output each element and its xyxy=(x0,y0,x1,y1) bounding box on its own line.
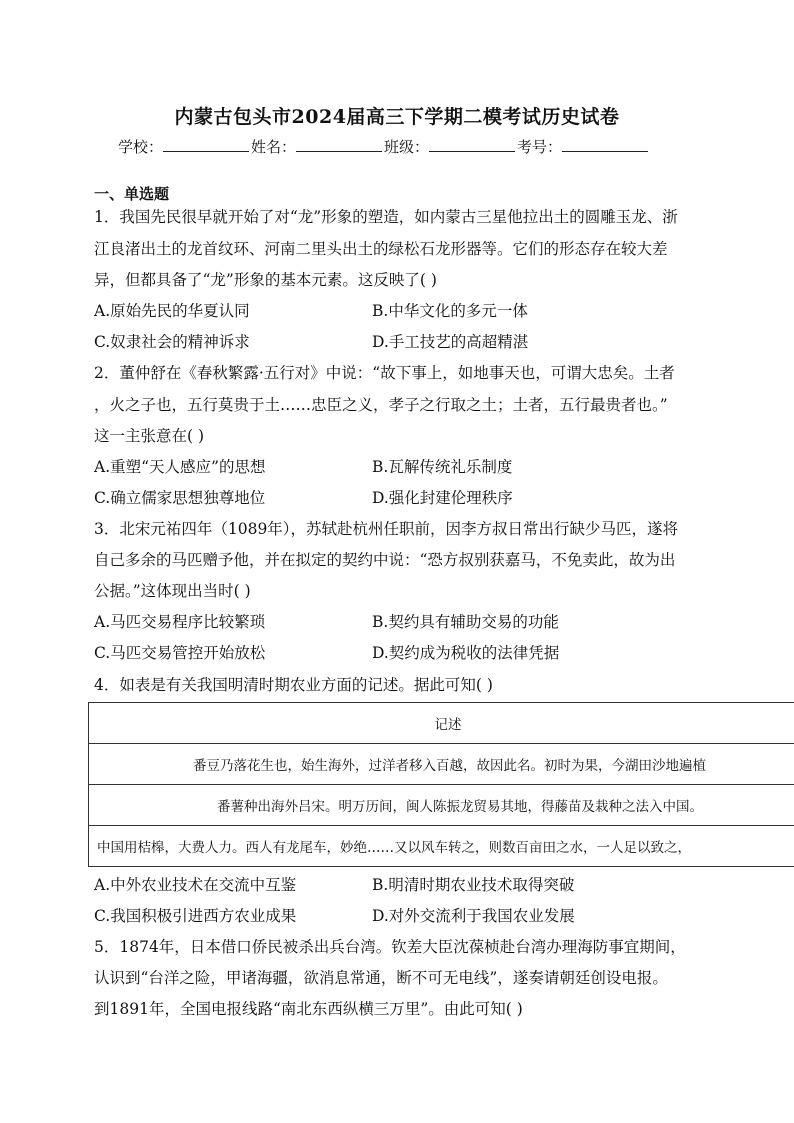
table-cell-peanut: 番豆乃落花生也，始生海外，过洋者移入百越，故因此名。初时为果，今湖田沙地遍植 xyxy=(89,744,794,785)
q5-line-1: 5．1874年，日本借口侨民被杀出兵台湾。钦差大臣沈葆桢赴台湾办理海防事宜期间， xyxy=(94,938,686,956)
school-blank[interactable] xyxy=(163,137,249,152)
q3-line-3: 公据。”这体现出当时( ) xyxy=(94,582,251,600)
q3-option-a[interactable]: A.马匹交易程序比较繁琐 xyxy=(94,613,266,631)
q1-option-d[interactable]: D.手工技艺的高超精湛 xyxy=(372,333,529,351)
table-row xyxy=(89,826,794,867)
table-row xyxy=(89,703,794,744)
table-cell-irrigation: 中国用桔槔，大费人力。西人有龙尾车，妙绝……又以风车转之，则数百亩田之水，一人足以致之， xyxy=(89,826,794,867)
name-blank[interactable] xyxy=(296,137,382,152)
q4-record-table xyxy=(88,702,794,867)
q4-option-c[interactable]: C.我国积极引进西方农业成果 xyxy=(94,907,297,925)
class-label: 班级： xyxy=(384,138,430,156)
q4-line-1: 4．如表是有关我国明清时期农业方面的记述。据此可知( ) xyxy=(94,676,493,694)
q3-option-b[interactable]: B.契约具有辅助交易的功能 xyxy=(372,613,559,631)
q1-line-3: 异，但都具备了“龙”形象的基本元素。这反映了( ) xyxy=(94,271,437,289)
number-blank[interactable] xyxy=(562,137,648,152)
q3-line-2: 自己多余的马匹赠予他，并在拟定的契约中说：“恐方叔别获嘉马，不免卖此，故为出 xyxy=(94,551,676,569)
q1-option-b[interactable]: B.中华文化的多元一体 xyxy=(372,302,528,320)
q4-table-wrapper xyxy=(88,702,794,872)
q4-option-b[interactable]: B.明清时期农业技术取得突破 xyxy=(372,876,575,894)
table-header-cell: 记述 xyxy=(89,703,794,744)
class-blank[interactable] xyxy=(429,137,515,152)
q1-option-c[interactable]: C.奴隶社会的精神诉求 xyxy=(94,333,250,351)
number-label: 考号： xyxy=(517,138,563,156)
q5-line-3: 到1891年，全国电报线路“南北东西纵横三万里”。由此可知( ) xyxy=(94,1000,523,1018)
q2-option-b[interactable]: B.瓦解传统礼乐制度 xyxy=(372,458,513,476)
q5-line-2: 认识到“台洋之险，甲诸海疆，欲消息常通，断不可无电线”，遂奏请朝廷创设电报。 xyxy=(94,969,668,987)
q2-line-1: 2．董仲舒在《春秋繁露·五行对》中说：“故下事上，如地事天也，可谓大忠矣。土者 xyxy=(94,364,675,382)
q3-option-c[interactable]: C.马匹交易管控开始放松 xyxy=(94,644,266,662)
page-title: 内蒙古包头市2024届高三下学期二模考试历史试卷 xyxy=(174,106,620,128)
student-info-row xyxy=(118,136,650,157)
q2-option-c[interactable]: C.确立儒家思想独尊地位 xyxy=(94,489,266,507)
q3-line-1: 3．北宋元祐四年（1089年），苏轼赴杭州任职前，因李方叔日常出行缺少马匹，遂将 xyxy=(94,520,679,538)
q2-line-3: 这一主张意在( ) xyxy=(94,427,205,445)
q4-option-a[interactable]: A.中外农业技术在交流中互鉴 xyxy=(94,876,297,894)
q1-line-2: 江良渚出土的龙首纹环、河南二里头出土的绿松石龙形器等。它们的形态存在较大差 xyxy=(94,240,668,258)
section-heading: 一、单选题 xyxy=(94,185,170,203)
q2-option-d[interactable]: D.强化封建伦理秩序 xyxy=(372,489,513,507)
q1-line-1: 1．我国先民很早就开始了对“龙”形象的塑造，如内蒙古三星他拉出土的圆雕玉龙、浙 xyxy=(94,208,678,226)
q3-option-d[interactable]: D.契约成为税收的法律凭据 xyxy=(372,644,560,662)
q2-option-a[interactable]: A.重塑“天人感应”的思想 xyxy=(94,458,266,476)
table-row xyxy=(89,785,794,826)
name-label: 姓名： xyxy=(251,138,297,156)
table-cell-sweet-potato: 番薯种出海外吕宋。明万历间，闽人陈振龙贸易其地，得藤苗及栽种之法入中国。 xyxy=(89,785,794,826)
school-label: 学校： xyxy=(118,138,164,156)
table-row xyxy=(89,744,794,785)
q4-option-d[interactable]: D.对外交流利于我国农业发展 xyxy=(372,907,575,925)
q1-option-a[interactable]: A.原始先民的华夏认同 xyxy=(94,302,250,320)
q2-line-2: ，火之子也，五行莫贵于土……忠臣之义，孝子之行取之土；土者，五行最贵者也。” xyxy=(94,396,668,414)
